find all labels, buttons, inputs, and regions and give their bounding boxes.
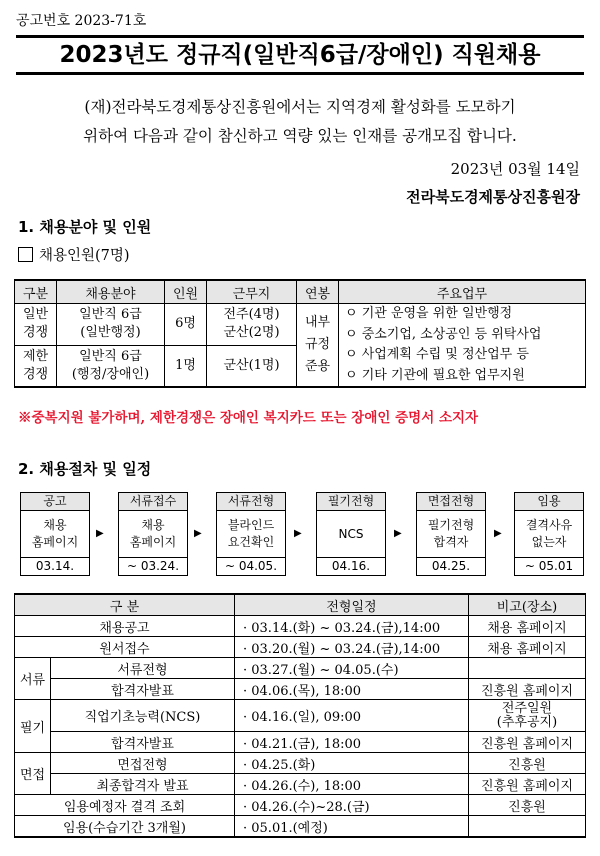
stage-date: · 04.16.(일), 09:00: [235, 700, 469, 732]
arrow-right-icon: ▶: [194, 528, 202, 539]
notice-number: 공고번호 2023-71호: [16, 13, 147, 29]
warning-note: ※중복지원 불가하며, 제한경쟁은 장애인 복지카드 또는 장애인 증명서 소지자: [18, 410, 479, 426]
stage-label: 최종합격자 발표: [51, 774, 235, 795]
process-step: [118, 492, 188, 576]
arrow-right-icon: ▶: [494, 528, 502, 539]
step-body: 결격사유 없는자: [525, 518, 573, 549]
step-title: 임용: [515, 493, 583, 511]
recruit-count: 1명: [165, 345, 207, 387]
stage-label: 원서접수: [15, 637, 235, 658]
stage-date: · 03.27.(월) ~ 04.05.(수): [235, 658, 469, 679]
stage-date: · 04.26.(수), 18:00: [235, 774, 469, 795]
recruit-type: 제한 경쟁: [15, 345, 57, 387]
stage-label: 임용예정자 결격 조회: [15, 795, 235, 816]
duty-item: ㅇ 사업계획 수립 및 정산업무 등: [345, 347, 529, 362]
table-row: [15, 774, 586, 795]
stage-date: · 04.25.(화): [235, 753, 469, 774]
step-date: 04.25.: [417, 557, 485, 575]
stage-note: [469, 658, 586, 679]
table-row: [15, 679, 586, 700]
page-title: 2023년도 정규직(일반직6급/장애인) 직원채용: [16, 35, 584, 75]
table-header: 채용분야: [57, 280, 165, 304]
table-header-row: [15, 280, 586, 304]
table-header: 구 분: [15, 594, 235, 616]
table-header-row: [15, 594, 586, 616]
organization-name: 전라북도경제통상진흥원장: [406, 188, 580, 206]
stage-label: 채용공고: [15, 616, 235, 637]
step-body: 블라인드 요건확인: [227, 518, 275, 549]
stage-note: [469, 816, 586, 838]
step-title: 면접전형: [417, 493, 485, 511]
headcount-text: 채용인원(7명): [39, 248, 130, 264]
table-row: [15, 304, 586, 346]
section-2-heading: 2. 채용절차 및 일정: [18, 460, 152, 478]
table-header: 인원: [165, 280, 207, 304]
stage-date: · 04.21.(금), 18:00: [235, 732, 469, 753]
stage-date: · 05.01.(예정): [235, 816, 469, 838]
stage-note: 진흥원 홈페이지: [469, 732, 586, 753]
announcement-date: 2023년 03월 14일: [450, 160, 580, 178]
table-row: [15, 732, 586, 753]
process-step: [416, 492, 486, 576]
step-date: ~ 03.24.: [119, 557, 187, 575]
stage-note: 진흥원: [469, 795, 586, 816]
table-header: 비고(장소): [469, 594, 586, 616]
stage-label: 합격자발표: [51, 679, 235, 700]
arrow-right-icon: ▶: [394, 528, 402, 539]
table-row: [15, 616, 586, 637]
step-title: 공고: [21, 493, 89, 511]
table-header: 주요업무: [339, 280, 586, 304]
step-body: NCS: [338, 526, 364, 541]
process-step: [316, 492, 386, 576]
table-row: [15, 795, 586, 816]
stage-label: 합격자발표: [51, 732, 235, 753]
step-title: 서류전형: [217, 493, 285, 511]
recruit-count: 6명: [165, 304, 207, 346]
stage-label: 서류전형: [51, 658, 235, 679]
work-location: 군산(1명): [207, 345, 297, 387]
step-date: ~ 05.01: [515, 557, 583, 575]
stage-note: 진흥원 홈페이지: [469, 679, 586, 700]
stage-note: 전주일원 (추후공지): [469, 700, 586, 732]
duty-item: ㅇ 기타 기관에 필요한 업무지원: [345, 367, 525, 383]
stage-note: 채용 홈페이지: [469, 616, 586, 637]
table-header: 구분: [15, 280, 57, 304]
main-duties: [339, 304, 586, 388]
recruit-type: 일반 경쟁: [15, 304, 57, 346]
schedule-table: [14, 593, 586, 838]
positions-table: [14, 279, 586, 388]
step-body: 채용 홈페이지: [31, 518, 79, 549]
step-body: 필기전형 합격자: [427, 518, 475, 549]
stage-group: 서류: [15, 658, 51, 700]
section-1-heading: 1. 채용분야 및 인원: [18, 218, 152, 236]
step-date: 04.16.: [317, 557, 385, 575]
stage-note: 채용 홈페이지: [469, 637, 586, 658]
arrow-right-icon: ▶: [294, 528, 302, 539]
duty-item: ㅇ 기관 운영을 위한 일반행정: [345, 306, 513, 321]
table-row: [15, 658, 586, 679]
recruit-field: 일반직 6급 (행정/장애인): [57, 345, 165, 387]
stage-date: · 04.06.(목), 18:00: [235, 679, 469, 700]
stage-group: 필기: [15, 700, 51, 753]
stage-note: 진흥원 홈페이지: [469, 774, 586, 795]
process-step: [20, 492, 90, 576]
stage-date: · 03.14.(화) ~ 03.24.(금),14:00: [235, 616, 469, 637]
step-title: 서류접수: [119, 493, 187, 511]
recruit-field: 일반직 6급 (일반행정): [57, 304, 165, 346]
step-date: 03.14.: [21, 557, 89, 575]
stage-note: 진흥원: [469, 753, 586, 774]
stage-group: 면접: [15, 753, 51, 795]
stage-label: 임용(수습기간 3개월): [15, 816, 235, 838]
headcount-line: [18, 244, 130, 265]
table-header: 전형일정: [235, 594, 469, 616]
checkbox-icon: [18, 247, 33, 262]
step-title: 필기전형: [317, 493, 385, 511]
step-date: ~ 04.05.: [217, 557, 285, 575]
stage-label: 직업기초능력(NCS): [51, 700, 235, 732]
table-row: [15, 700, 586, 732]
salary: 내부 규정 준용: [297, 304, 339, 388]
stage-label: 면접전형: [51, 753, 235, 774]
duty-item: ㅇ 중소기업, 소상공인 등 위탁사업: [345, 326, 542, 342]
arrow-right-icon: ▶: [96, 528, 104, 539]
stage-date: · 03.20.(월) ~ 03.24.(금),14:00: [235, 637, 469, 658]
table-row: [15, 637, 586, 658]
intro-line-2: 위하여 다음과 같이 참신하고 역량 있는 인재를 공개모집 합니다.: [83, 127, 517, 145]
table-header: 근무지: [207, 280, 297, 304]
table-row: [15, 816, 586, 838]
intro-line-1: (재)전라북도경제통상진흥원에서는 지역경제 활성화를 도모하기: [84, 98, 516, 116]
table-row: [15, 753, 586, 774]
step-body: 채용 홈페이지: [129, 518, 177, 549]
process-step: [514, 492, 584, 576]
work-location: 전주(4명) 군산(2명): [207, 304, 297, 346]
table-header: 연봉: [297, 280, 339, 304]
process-step: [216, 492, 286, 576]
stage-date: · 04.26.(수)~28.(금): [235, 795, 469, 816]
